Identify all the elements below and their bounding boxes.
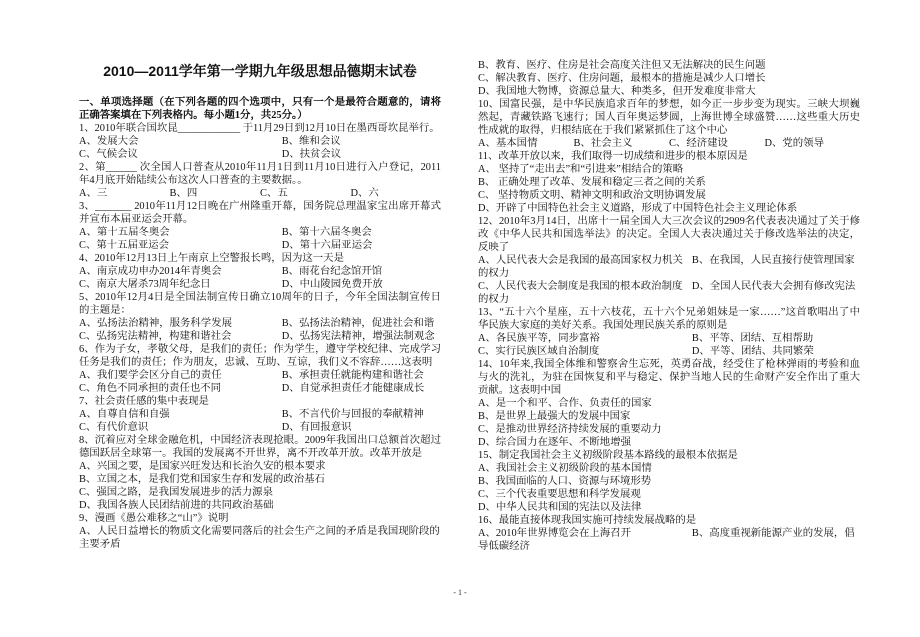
answer-option: B、四 xyxy=(169,188,198,199)
answer-option: B、立国之本，是我们党和国家生存和发展的政治基石 xyxy=(79,474,325,485)
answer-option: A、人民代表大会是我国的最高国家权力机关 xyxy=(478,255,683,266)
answer-option: D、平等、团结、共同繁荣 xyxy=(691,346,814,357)
answer-option: A、人民日益增长的物质文化需要同落后的社会生产之间的矛盾是我国现阶段的主要矛盾 xyxy=(79,526,440,550)
answer-option: C、南京大屠杀73周年纪念日 xyxy=(79,279,211,290)
answer-option: B、社会主义 xyxy=(573,138,633,149)
question-block xyxy=(79,512,441,551)
answer-option: D、中华人民共和国的宪法以及法律 xyxy=(478,502,642,513)
answer-option: A、各民族平等，同步富裕 xyxy=(478,333,600,344)
option-row xyxy=(79,408,441,421)
question-block xyxy=(478,150,860,215)
option-row xyxy=(478,72,860,85)
question-block xyxy=(478,514,860,553)
answer-option: C、有代价意识 xyxy=(79,422,149,433)
option-row xyxy=(79,421,441,434)
question-block xyxy=(79,122,441,161)
option-row xyxy=(478,280,860,306)
answer-option: A、第十五届冬奥会 xyxy=(79,227,170,238)
question-stem: 10、国富民强，是中华民族追求百年的梦想，如今正一步步变为现实。三峡大坝巍然起，青藏铁路飞速行；国人百年奥运梦圆，上海世博全球盛赞……这些重大历史性成就的取得，归根结底在于我们紧紧抓住了这个中心 xyxy=(478,99,860,136)
answer-option: B、维和会议 xyxy=(281,136,341,147)
answer-option: D、中山陵园免费开放 xyxy=(281,279,383,290)
answer-option: B、第十六届冬奥会 xyxy=(281,227,372,238)
page-number: - 1 - xyxy=(453,588,467,597)
option-row xyxy=(478,202,860,215)
option-row xyxy=(79,187,441,200)
question-stem: 11、改革开放以来，我们取得一切成绩和进步的根本原因是 xyxy=(478,151,748,162)
question-block xyxy=(79,200,441,252)
option-row xyxy=(478,397,860,410)
option-row xyxy=(478,59,860,72)
option-row xyxy=(478,462,860,475)
question-stem: 12、2010年3月14日，出席十一届全国人大三次会议的2909名代表表决通过了关于修改《中华人民共和国选举法》的决定。全国人大表决通过关于修改选举法的决定，反映了 xyxy=(478,216,860,253)
question-block xyxy=(79,343,441,395)
answer-option: C、经济建设 xyxy=(669,138,728,149)
answer-option: B、弘扬法治精神，促进社会和谐 xyxy=(281,318,435,329)
question-stem: 1、2010年联合国坎昆____________ 于11月29日到12月10日在墨西哥坎昆举行。 xyxy=(79,123,440,134)
answer-option: D、六 xyxy=(350,188,379,199)
option-row xyxy=(79,317,441,330)
answer-option: D、扶贫会议 xyxy=(281,149,342,160)
option-row xyxy=(79,135,441,148)
option-row xyxy=(478,423,860,436)
question-continuation xyxy=(478,59,860,98)
option-row xyxy=(478,488,860,501)
answer-option: B、高度重视新能源产业的发展，倡导低碳经济 xyxy=(478,528,855,552)
answer-option: B、承担责任就能构建和谐社会 xyxy=(281,370,424,381)
option-row xyxy=(79,330,441,343)
answer-option: D、党的领导 xyxy=(764,138,824,149)
option-row xyxy=(79,148,441,161)
option-row xyxy=(478,332,860,345)
answer-option: C、解决教育、医疗、住房问题，最根本的措施是减少人口增长 xyxy=(478,73,766,84)
answer-option: A、兴国之要，是国家兴旺发达和长治久安的根本要求 xyxy=(79,461,326,472)
option-row xyxy=(79,486,441,499)
answer-option: A、南京成功申办2014年青奥会 xyxy=(79,266,222,277)
question-stem: 8、沉着应对全球金融危机，中国经济表现抢眼。2009年我国出口总额首次超过德国跃居全球第一。我国的发展离不开世界，离不开改革开放。改革开放是 xyxy=(79,435,441,459)
answer-option: B、 正确处理了改革、发展和稳定三者之间的关系 xyxy=(478,177,706,188)
question-stem: 15、制定我国社会主义初级阶段基本路线的最根本依据是 xyxy=(478,450,738,461)
option-row xyxy=(478,436,860,449)
answer-option: A、三 xyxy=(79,188,108,199)
answer-option: D、有回报意识 xyxy=(281,422,352,433)
question-stem: 7、社会责任感的集中表现是 xyxy=(79,396,209,407)
question-stem: 6、作为子女，孝敬父母，是我们的责任；作为学生，遵守学校纪律、完成学习任务是我们的责任；作为朋友，忠诚、互助、互谅，我们义不容辞……这表明 xyxy=(79,344,441,368)
exam-title: 2010—2011学年第一学期九年级思想品德期末试卷 xyxy=(103,63,417,79)
answer-option: B、平等、团结、互相帮助 xyxy=(691,333,814,344)
option-row xyxy=(478,137,860,150)
answer-option: C、弘扬宪法精神，构建和谐社会 xyxy=(79,331,232,342)
question-block xyxy=(79,252,441,291)
answer-option: C、强国之路，是我国发展进步的活力源泉 xyxy=(79,487,273,498)
answer-option: B、不言代价与回报的奉献精神 xyxy=(281,409,424,420)
option-row xyxy=(79,278,441,291)
answer-option: B、雨花台纪念馆开馆 xyxy=(281,266,383,277)
answer-option: A、基本国情 xyxy=(478,138,538,149)
option-row xyxy=(478,85,860,98)
right-column xyxy=(478,59,860,553)
question-block xyxy=(79,434,441,512)
answer-option: B、我国面临的人口、资源与环境形势 xyxy=(478,476,652,487)
answer-option: D、我国各族人民团结前进的共同政治基础 xyxy=(79,500,274,511)
answer-option: D、弘扬宪法精神，增强法制观念 xyxy=(281,331,435,342)
option-row xyxy=(79,525,441,551)
question-stem: 2、第______ 次全国人口普查从2010年11月1日到11月10日进行入户登记，2011年4月底开始陆续公布这次人口普查的主要数据。。 xyxy=(79,162,441,186)
option-row xyxy=(79,473,441,486)
answer-option: D、我国地大物博，资源总量大、种类多，但开发难度非常大 xyxy=(478,86,756,97)
option-row xyxy=(478,254,860,280)
option-row xyxy=(79,265,441,278)
answer-option: D、全国人民代表大会拥有修改宪法的权力 xyxy=(478,281,856,305)
option-row xyxy=(79,226,441,239)
option-row xyxy=(79,499,441,512)
option-row xyxy=(79,369,441,382)
question-block xyxy=(79,161,441,200)
question-block xyxy=(478,215,860,306)
answer-option: A、我们要学会区分自己的责任 xyxy=(79,370,222,381)
answer-option: C、三个代表重要思想和科学发展观 xyxy=(478,489,641,500)
answer-option: A、弘扬法治精神，服务科学发展 xyxy=(79,318,232,329)
option-row xyxy=(478,189,860,202)
option-row xyxy=(478,475,860,488)
question-block xyxy=(478,98,860,150)
answer-option: C、五 xyxy=(260,188,288,199)
question-stem: 5、2010年12月4日是全国法制宣传日确立10周年的日子，今年全国法制宣传日的主题是： xyxy=(79,292,441,316)
left-column xyxy=(79,96,441,551)
answer-option: D、开辟了中国特色社会主义道路，形成了中国特色社会主义理论体系 xyxy=(478,203,798,214)
option-row xyxy=(478,527,860,553)
answer-option: A、 坚持了“走出去”和“引进来”相结合的策略 xyxy=(478,164,684,175)
option-row xyxy=(478,345,860,358)
answer-option: B、教育、医疗、住房是社会高度关注但又无法解决的民生问题 xyxy=(478,60,766,71)
answer-option: C、第十五届亚运会 xyxy=(79,240,170,251)
question-block xyxy=(79,395,441,434)
question-stem: 13、“五十六个星座，五十六枝花，五十六个兄弟姐妹是一家……”这首歌唱出了中华民族大家庭的美好关系。我国处理民族关系的原则是 xyxy=(478,307,860,331)
answer-option: A、2010年世界博览会在上海召开 xyxy=(478,528,631,539)
answer-option: B、在我国，人民直接行使管理国家的权力 xyxy=(478,255,855,279)
question-stem: 4、2010年12月13日上午南京上空警报长鸣，因为这一天是 xyxy=(79,253,344,264)
answer-option: A、是一个和平、合作、负责任的国家 xyxy=(478,398,652,409)
option-row xyxy=(79,239,441,252)
answer-option: C、是推动世界经济持续发展的重要动力 xyxy=(478,424,662,435)
answer-option: D、自觉承担责任才能健康成长 xyxy=(281,383,425,394)
option-row xyxy=(478,501,860,514)
question-block xyxy=(79,291,441,343)
answer-option: B、是世界上最强大的发展中国家 xyxy=(478,411,631,422)
option-row xyxy=(79,460,441,473)
option-row xyxy=(79,382,441,395)
question-stem: 14、10年来,我国全体维和警察舍生忘死，英勇奋战，经受住了枪林弹雨的考验和血与火的洗礼，为驻在国恢复和平与稳定、保护当地人民的生命财产安全作出了重大贡献。这表明中国 xyxy=(478,359,860,396)
answer-option: D、第十六届亚运会 xyxy=(281,240,373,251)
question-stem: 16、最能直接体现我国实施可持续发展战略的是 xyxy=(478,515,697,526)
answer-option: C、 坚持物质文明、精神文明和政治文明协调发展 xyxy=(478,190,706,201)
question-stem: 3、_______ 2010年11月12日晚在广州隆重开幕，国务院总理温家宝出席开幕式并宣布本届亚运会开幕。 xyxy=(79,201,441,225)
section-heading: 一、单项选择题（在下列各题的四个选项中，只有一个是最符合题意的，请将正确答案填在下列表格内。每小题1分，共25分。） xyxy=(79,97,441,121)
question-block xyxy=(478,358,860,449)
question-block xyxy=(478,449,860,514)
option-row xyxy=(478,163,860,176)
answer-option: C、人民代表大会制度是我国的根本政治制度 xyxy=(478,281,683,292)
answer-option: C、角色不同承担的责任也不同 xyxy=(79,383,222,394)
answer-option: C、实行民族区域自治制度 xyxy=(478,346,600,357)
question-stem: 9、漫画《愚公难移之“山”》说明 xyxy=(79,513,229,524)
answer-option: A、自尊自信和自强 xyxy=(79,409,170,420)
answer-option: A、发展大会 xyxy=(79,136,139,147)
option-row xyxy=(478,410,860,423)
question-block xyxy=(478,306,860,358)
answer-option: C、气候会议 xyxy=(79,149,138,160)
option-row xyxy=(478,176,860,189)
answer-option: A、我国社会主义初级阶段的基本国情 xyxy=(478,463,652,474)
answer-option: D、综合国力在逐年、不断地增强 xyxy=(478,437,631,448)
